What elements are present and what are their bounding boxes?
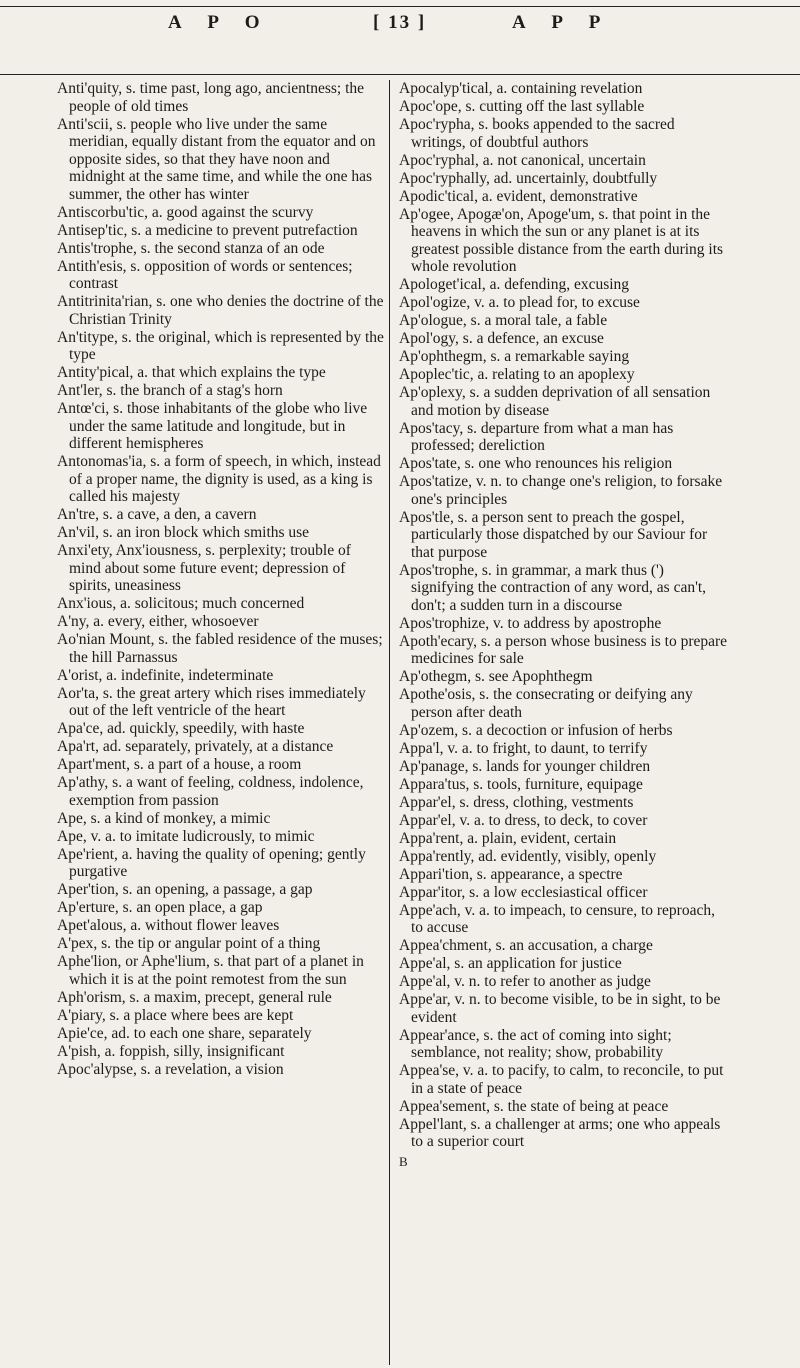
dictionary-entry: Ap'panage, s. lands for younger children xyxy=(399,757,651,775)
dictionary-entry: Appe'ach, v. a. to impeach, to censure, to reproach, to accuse xyxy=(399,901,715,936)
right-running-head: A P P xyxy=(512,12,612,33)
dictionary-entry: Apocalyp'tical, a. containing revelation xyxy=(399,80,643,97)
dictionary-entry: Appea'chment, s. an accusation, a charge xyxy=(399,937,653,954)
dictionary-entry: Antonomas'ia, s. a form of speech, in which, instead of a proper name, the dignity is used, as a king is called his majesty xyxy=(57,453,381,505)
dictionary-entry: Apos'trophize, v. to address by apostrophe xyxy=(399,614,662,632)
dictionary-entry: Aper'tion, s. an opening, a passage, a gap xyxy=(57,881,313,898)
dictionary-entry: Apart'ment, s. a part of a house, a room xyxy=(57,756,302,773)
header-rule xyxy=(0,74,800,75)
signature-mark: B xyxy=(399,1153,408,1169)
dictionary-entry: Apoth'ecary, s. a person whose business is to prepare medicines for sale xyxy=(399,632,728,667)
dictionary-entry: Ap'erture, s. an open place, a gap xyxy=(57,899,263,916)
dictionary-entry: Apos'trophe, s. in grammar, a mark thus (') signifying the contraction of any word, as can't, don't; a sudden turn in a discourse xyxy=(399,561,707,614)
dictionary-entry: Appar'el, v. a. to dress, to deck, to cover xyxy=(399,811,648,829)
dictionary-entry: Apologet'ical, a. defending, excusing xyxy=(399,276,630,293)
dictionary-entry: Ap'othegm, s. see Apophthegm xyxy=(399,668,593,685)
dictionary-entry: Antiscorbu'tic, a. good against the scurvy xyxy=(57,203,314,221)
dictionary-entry: Appar'itor, s. a low ecclesiastical officer xyxy=(399,883,648,901)
dictionary-entry: Apie'ce, ad. to each one share, separately xyxy=(57,1024,312,1042)
dictionary-entry: Apol'ogize, v. a. to plead for, to excuse xyxy=(399,294,640,311)
running-head xyxy=(0,6,800,46)
left-running-head: A P O xyxy=(168,12,271,33)
dictionary-entry: Anti'scii, s. people who live under the same meridian, equally distant from the equator and on opposite sides, so that they have noon and midnight at the same time, and while the one has summer, the other has winter xyxy=(57,115,376,203)
dictionary-entry: Aphe'lion, or Aphe'lium, s. that part of a planet in which it is at the point remotest from the sun xyxy=(57,953,364,988)
dictionary-entry: Appa'rent, a. plain, evident, certain xyxy=(399,829,617,847)
dictionary-entry: Ape'rient, a. having the quality of opening; gently purgative xyxy=(57,845,366,880)
dictionary-entry: Antity'pical, a. that which explains the type xyxy=(57,364,326,381)
dictionary-entry: An'titype, s. the original, which is represented by the type xyxy=(57,328,384,363)
dictionary-entry: Apos'tacy, s. departure from what a man has professed; dereliction xyxy=(399,419,674,454)
dictionary-entry: Apoc'ryphal, a. not canonical, uncertain xyxy=(399,151,646,169)
dictionary-entry: Ap'ophthegm, s. a remarkable saying xyxy=(399,348,630,365)
dictionary-entry: A'pish, a. foppish, silly, insignificant xyxy=(57,1042,285,1060)
dictionary-entry: An'tre, s. a cave, a den, a cavern xyxy=(57,506,257,523)
dictionary-entry: Antisep'tic, s. a medicine to prevent putrefaction xyxy=(57,221,358,239)
dictionary-entry: Apoplec'tic, a. relating to an apoplexy xyxy=(399,366,635,383)
dictionary-entry: A'pex, s. the tip or angular point of a thing xyxy=(57,935,321,952)
dictionary-entry: Ap'oplexy, s. a sudden deprivation of all sensation and motion by disease xyxy=(399,384,711,419)
dictionary-entry: Apothe'osis, s. the consecrating or deifying any person after death xyxy=(399,686,693,721)
dictionary-entry: Antitrinita'rian, s. one who denies the doctrine of the Christian Trinity xyxy=(57,293,384,328)
dictionary-entry: A'ny, a. every, either, whosoever xyxy=(57,613,259,630)
dictionary-entry: Apol'ogy, s. a defence, an excuse xyxy=(399,330,604,347)
dictionary-entry: A'orist, a. indefinite, indeterminate xyxy=(57,666,274,684)
dictionary-entry: Antœ'ci, s. those inhabitants of the globe who live under the same latitude and longitude, but in different hemispheres xyxy=(57,400,368,452)
dictionary-entry: Appea'se, v. a. to pacify, to calm, to reconcile, to put in a state of peace xyxy=(399,1062,724,1097)
dictionary-entry: Anx'ious, a. solicitous; much concerned xyxy=(57,595,305,612)
dictionary-entry: Appar'el, s. dress, clothing, vestments xyxy=(399,793,634,811)
dictionary-entry: Apoc'alypse, s. a revelation, a vision xyxy=(57,1060,284,1078)
dictionary-entry: Apos'tate, s. one who renounces his religion xyxy=(399,455,673,472)
dictionary-entry: Apoc'rypha, s. books appended to the sacred writings, of doubtful authors xyxy=(399,116,675,151)
dictionary-entry: Anxi'ety, Anx'iousness, s. perplexity; trouble of mind about some future event; depression of spirits, uneasiness xyxy=(57,542,351,594)
dictionary-entry: Ao'nian Mount, s. the fabled residence of the muses; the hill Parnassus xyxy=(57,631,383,666)
dictionary-entry: Appe'al, s. an application for justice xyxy=(399,955,622,972)
dictionary-entry: Appel'lant, s. a challenger at arms; one who appeals to a superior court xyxy=(399,1115,721,1150)
dictionary-entry: Appa'rently, ad. evidently, visibly, openly xyxy=(399,847,657,865)
dictionary-entry: Apet'alous, a. without flower leaves xyxy=(57,917,280,934)
dictionary-entry: Antis'trophe, s. the second stanza of an ode xyxy=(57,239,325,257)
left-column xyxy=(57,80,385,1365)
dictionary-entry: Appari'tion, s. appearance, a spectre xyxy=(399,865,623,883)
dictionary-entry: Apoc'ryphally, ad. uncertainly, doubtfully xyxy=(399,169,658,187)
dictionary-entry: Apos'tatize, v. n. to change one's religion, to forsake one's principles xyxy=(399,473,723,508)
dictionary-entry: Apa'rt, ad. separately, privately, at a distance xyxy=(57,738,334,755)
dictionary-entry: Aph'orism, s. a maxim, precept, general rule xyxy=(57,988,332,1006)
dictionary-entry: Ant'ler, s. the branch of a stag's horn xyxy=(57,382,283,399)
dictionary-entry: Appe'al, v. n. to refer to another as judge xyxy=(399,973,651,990)
dictionary-entry: Apa'ce, ad. quickly, speedily, with haste xyxy=(57,720,305,737)
page-number: [ 13 ] xyxy=(373,12,427,33)
column-divider xyxy=(389,80,390,1365)
dictionary-entry: Apodic'tical, a. evident, demonstrative xyxy=(399,187,638,205)
right-column xyxy=(399,80,729,1365)
dictionary-entry: Apos'tle, s. a person sent to preach the gospel, particularly those dispatched by our Saviour for that purpose xyxy=(399,508,708,561)
dictionary-entry: Appa'l, v. a. to fright, to daunt, to terrify xyxy=(399,739,648,757)
dictionary-entry: Ap'ozem, s. a decoction or infusion of herbs xyxy=(399,721,673,739)
dictionary-entry: Aor'ta, s. the great artery which rises immediately out of the left ventricle of the heart xyxy=(57,684,366,719)
dictionary-entry: Anti'quity, s. time past, long ago, ancientness; the people of old times xyxy=(57,80,365,115)
dictionary-entry: A'piary, s. a place where bees are kept xyxy=(57,1006,294,1024)
dictionary-entry: Ap'athy, s. a want of feeling, coldness, indolence, exemption from passion xyxy=(57,774,364,809)
dictionary-entry: Antith'esis, s. opposition of words or sentences; contrast xyxy=(57,257,353,292)
dictionary-entry: An'vil, s. an iron block which smiths use xyxy=(57,524,310,541)
dictionary-entry: Appe'ar, v. n. to become visible, to be in sight, to be evident xyxy=(399,991,721,1026)
dictionary-entry: Ape, s. a kind of monkey, a mimic xyxy=(57,809,271,827)
dictionary-entry: Ap'ogee, Apogæ'on, Apoge'um, s. that point in the heavens in which the sun or any planet is at its greatest possible distance from the earth during its whole revolution xyxy=(399,205,724,275)
dictionary-entry: Appear'ance, s. the act of coming into sight; semblance, not reality; show, probability xyxy=(399,1026,672,1061)
dictionary-entry: Appara'tus, s. tools, furniture, equipage xyxy=(399,775,643,793)
dictionary-entry: Apoc'ope, s. cutting off the last syllable xyxy=(399,98,645,115)
dictionary-entry: Appea'sement, s. the state of being at peace xyxy=(399,1097,669,1115)
dictionary-entry: Ape, v. a. to imitate ludicrously, to mimic xyxy=(57,827,315,845)
dictionary-entry: Ap'ologue, s. a moral tale, a fable xyxy=(399,312,608,329)
